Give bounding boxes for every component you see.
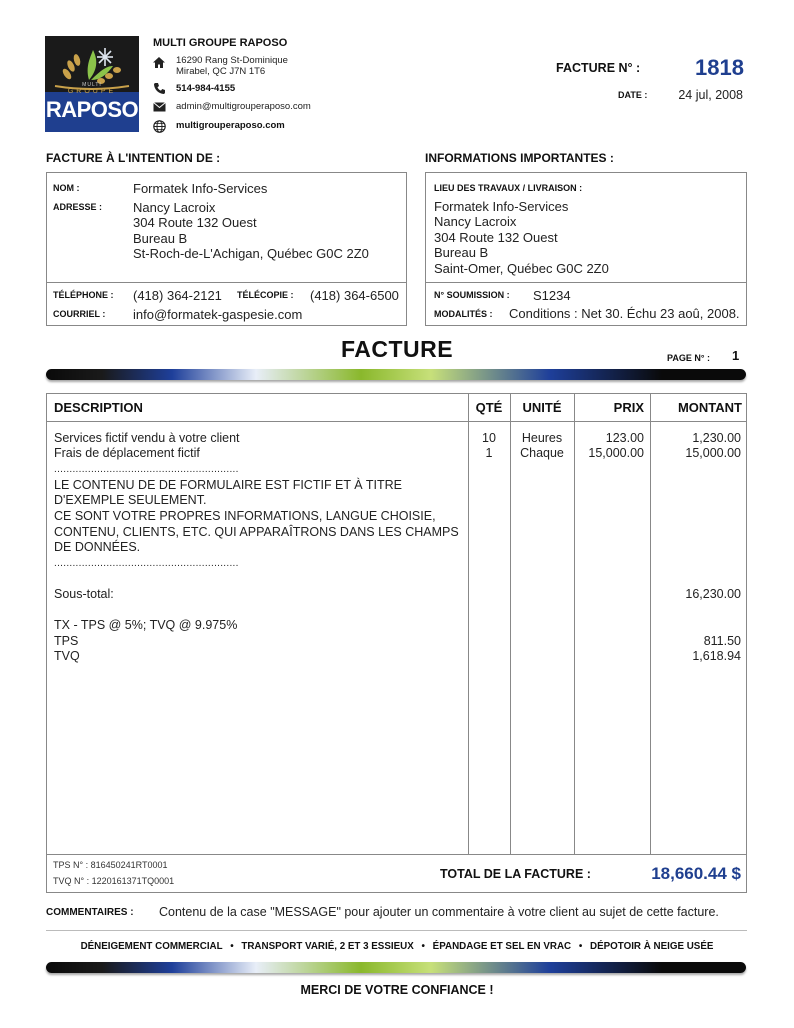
- phone-icon: [153, 82, 166, 95]
- bill-to-address-3: Bureau B: [133, 231, 188, 246]
- notice-line-3: CE SONT VOTRE PROPRES INFORMATIONS, LANGUE CHOISIE,: [54, 509, 436, 523]
- bill-to-address-4: St-Roch-de-L'Achigan, Québec G0C 2Z0: [133, 246, 369, 261]
- page-number-label: PAGE N° :: [667, 353, 710, 363]
- tvq-registration: TVQ N° : 1220161371TQ0001: [53, 876, 175, 886]
- item-1-price: 123.00: [605, 431, 644, 445]
- invoice-date: 24 jul, 2008: [678, 88, 743, 102]
- service-1: DÉNEIGEMENT COMMERCIAL: [80, 941, 223, 952]
- item-2-price: 15,000.00: [588, 446, 644, 460]
- company-website[interactable]: multigrouperaposo.com: [176, 120, 285, 131]
- tps-label: TPS: [54, 634, 79, 648]
- item-1-description: Services fictif vendu à votre client: [54, 431, 240, 445]
- bill-to-fax-label: TÉLÉCOPIE :: [237, 290, 294, 300]
- col-header-qty: QTÉ: [475, 400, 503, 415]
- submission-number: S1234: [533, 288, 571, 303]
- comments-label: COMMENTAIRES :: [46, 907, 134, 918]
- bullet-3: •: [578, 941, 583, 952]
- logo-text-small: MULTI: [82, 82, 102, 88]
- service-2: TRANSPORT VARIÉ, 2 ET 3 ESSIEUX: [241, 941, 414, 952]
- invoice-title: FACTURE: [340, 336, 454, 362]
- notice-line-1: LE CONTENU DE DE FORMULAIRE EST FICTIF ET À TITRE: [54, 478, 402, 492]
- comments-text: Contenu de la case "MESSAGE" pour ajouter un commentaire à votre client au sujet de cette facture.: [159, 905, 719, 919]
- globe-icon: [153, 120, 166, 133]
- bill-to-name-label: NOM :: [53, 183, 80, 193]
- dotted-separator-1: ............................................................: [54, 464, 239, 475]
- page-number: 1: [732, 348, 740, 363]
- decorative-stripe-top: [46, 369, 746, 380]
- total-label: TOTAL DE LA FACTURE :: [440, 867, 591, 881]
- bill-to-email-label: COURRIEL :: [53, 309, 106, 319]
- bill-to-phone: (418) 364-2121: [133, 288, 222, 303]
- location-2: Nancy Lacroix: [434, 214, 517, 229]
- total-value: 18,660.44 $: [651, 864, 741, 883]
- bill-to-address-1: Nancy Lacroix: [133, 200, 216, 215]
- invoice-number: 1818: [695, 55, 744, 80]
- item-2-description: Frais de déplacement fictif: [54, 446, 200, 460]
- bill-to-address-label: ADRESSE :: [53, 202, 103, 212]
- tax-description: TX - TPS @ 5%; TVQ @ 9.975%: [54, 618, 238, 632]
- service-4: DÉPOTOIR À NEIGE USÉE: [590, 941, 714, 952]
- terms-value: Conditions : Net 30. Échu 23 aoû, 2008.: [509, 306, 740, 321]
- item-2-unit: Chaque: [520, 446, 564, 460]
- tps-value: 811.50: [703, 634, 741, 648]
- col-header-description: DESCRIPTION: [54, 400, 143, 415]
- bullet-1: •: [230, 941, 234, 952]
- bill-to-heading: FACTURE À L'INTENTION DE :: [46, 151, 221, 165]
- location-label: LIEU DES TRAVAUX / LIVRAISON :: [434, 183, 583, 193]
- tvq-value: 1,618.94: [692, 649, 741, 663]
- location-1: Formatek Info-Services: [434, 199, 569, 214]
- subtotal-label: Sous-total:: [54, 587, 114, 601]
- company-address-line2: Mirabel, QC J7N 1T6: [176, 66, 266, 77]
- location-3: 304 Route 132 Ouest: [434, 230, 558, 245]
- company-logo: [45, 36, 139, 132]
- submission-label: N° SOUMISSION :: [434, 290, 510, 300]
- company-email[interactable]: admin@multigrouperaposo.com: [176, 101, 311, 112]
- dotted-separator-2: ............................................................: [54, 558, 239, 569]
- company-phone: 514-984-4155: [176, 83, 236, 94]
- invoice-date-label: DATE :: [618, 90, 648, 100]
- item-1-unit: Heures: [521, 431, 563, 445]
- thanks-message: MERCI DE VOTRE CONFIANCE !: [300, 983, 494, 997]
- company-address-line1: 16290 Rang St-Dominique: [176, 55, 288, 66]
- location-5: Saint-Omer, Québec G0C 2Z0: [434, 261, 609, 276]
- item-2-qty: 1: [485, 446, 493, 460]
- bill-to-fax: (418) 364-6500: [310, 288, 399, 303]
- company-name: MULTI GROUPE RAPOSO: [153, 37, 288, 49]
- logo-text-groupe: GROUPE: [67, 88, 117, 95]
- bill-to-address-2: 304 Route 132 Ouest: [133, 215, 257, 230]
- home-icon: [152, 56, 166, 69]
- bill-to-phone-label: TÉLÉPHONE :: [53, 290, 114, 300]
- tps-registration: TPS N° : 816450241RT0001: [53, 860, 168, 870]
- terms-label: MODALITÉS :: [434, 309, 493, 319]
- notice-line-5: DE DONNÉES.: [54, 540, 141, 554]
- col-header-price: PRIX: [613, 400, 644, 415]
- col-header-unit: UNITÉ: [522, 400, 562, 415]
- logo-text-main: RAPOSO: [45, 97, 139, 122]
- col-header-amount: MONTANT: [677, 400, 742, 415]
- item-2-amount: 15,000.00: [685, 446, 741, 460]
- bullet-2: •: [421, 941, 425, 952]
- bill-to-name: Formatek Info-Services: [133, 181, 268, 196]
- decorative-stripe-bottom: [46, 962, 746, 973]
- service-3: ÉPANDAGE ET SEL EN VRAC: [432, 941, 572, 952]
- item-1-amount: 1,230.00: [692, 431, 741, 445]
- location-4: Bureau B: [434, 245, 489, 260]
- item-1-qty: 10: [482, 431, 496, 445]
- invoice-number-label: FACTURE N° :: [556, 61, 641, 75]
- notice-line-2: D'EXEMPLE SEULEMENT.: [54, 493, 207, 507]
- services-line: [0, 941, 794, 952]
- mail-icon: [153, 102, 166, 112]
- bill-to-email[interactable]: info@formatek-gaspesie.com: [133, 307, 303, 322]
- tvq-label: TVQ: [54, 649, 80, 663]
- subtotal-value: 16,230.00: [685, 587, 741, 601]
- notice-line-4: CONTENU, CLIENTS, ETC. QUI APPARAÎTRONS DANS LES CHAMPS: [54, 525, 459, 539]
- important-info-heading: INFORMATIONS IMPORTANTES :: [425, 151, 614, 165]
